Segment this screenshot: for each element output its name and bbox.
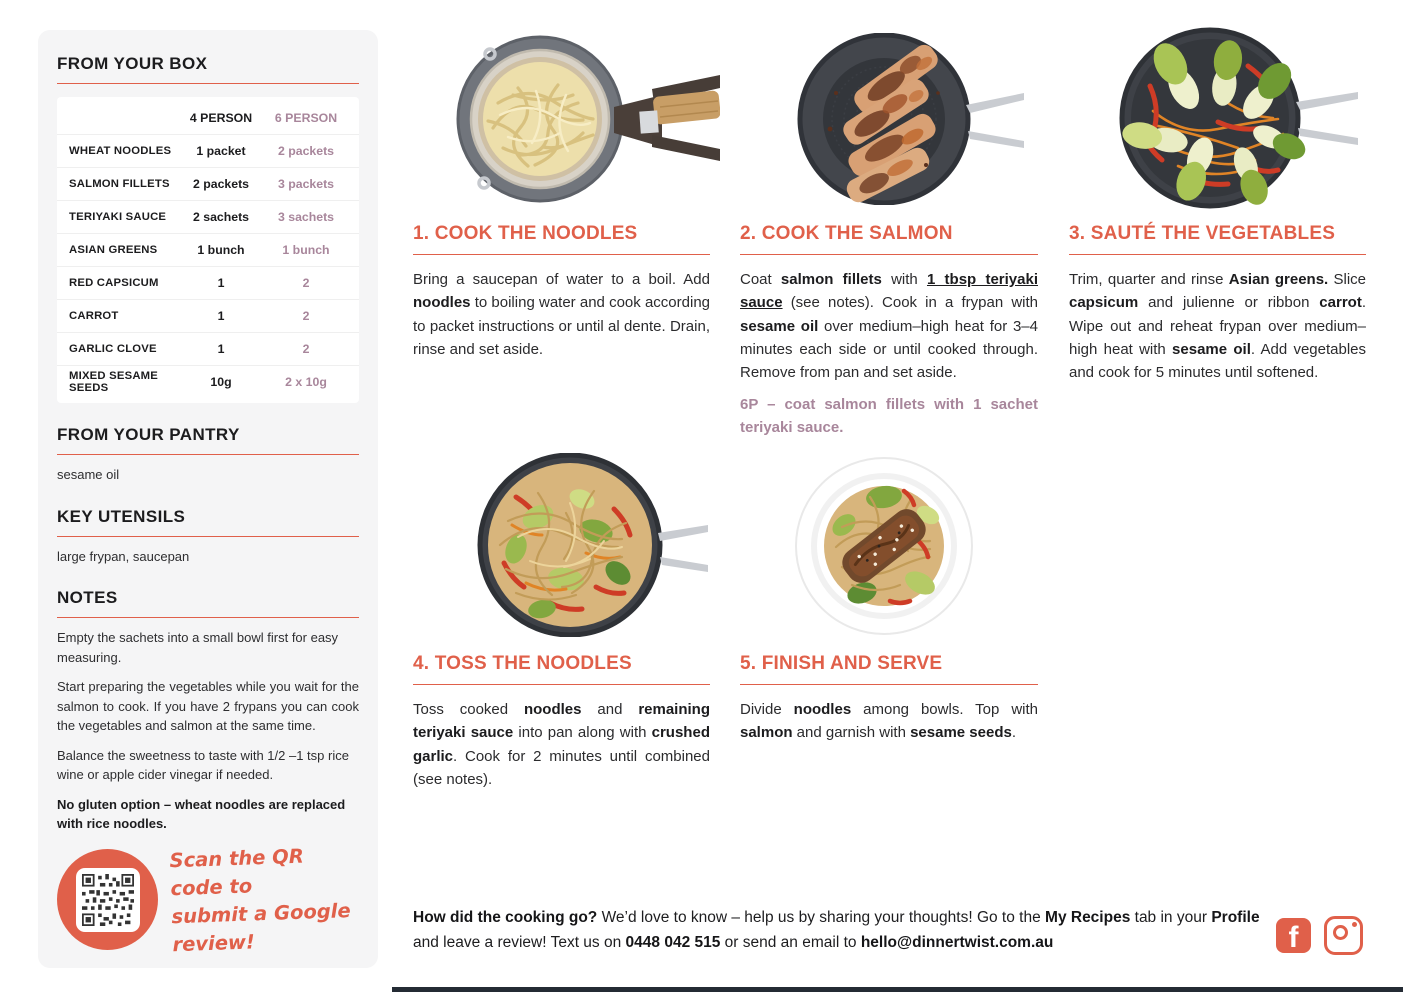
vegetables-pan-illustration [1098, 26, 1370, 210]
vegetables-in-frypan-photo [1098, 26, 1370, 210]
instagram-icon[interactable] [1324, 916, 1363, 955]
step-underline [413, 254, 710, 255]
social-links [1276, 916, 1363, 955]
step-underline [413, 684, 710, 685]
step-5-body: Divide noodles among bowls. Top with salmon and garnish with sesame seeds. [740, 701, 1038, 742]
step-5-title: 5. FINISH AND SERVE [740, 653, 943, 674]
qr-code[interactable] [57, 849, 158, 950]
step-4-title: 4. TOSS THE NOODLES [413, 653, 632, 674]
table-row: MIXED SESAME SEEDS 10g 2 x 10g [57, 365, 359, 398]
table-row: SALMON FILLETS 2 packets 3 packets [57, 167, 359, 200]
salmon-in-frypan-photo [766, 33, 1038, 205]
note-paragraph: Empty the sachets into a small bowl first for easy measuring. [57, 630, 339, 665]
plated-dish-photo [792, 455, 978, 637]
table-row: ASIAN GREENS 1 bunch 1 bunch [57, 233, 359, 266]
step-4-body: Toss cooked noodles and remaining teriyaki sauce into pan along with crushed garlic. Cook for 2 minutes until combined (see notes). [413, 701, 710, 788]
facebook-icon[interactable]: f [1276, 918, 1311, 953]
note-paragraph: Start preparing the vegetables while you wait for the salmon to cook. If you have 2 frypans you can cook the vegetables and salmon at the same time. [57, 679, 359, 733]
from-your-pantry-title: FROM YOUR PANTRY [57, 425, 240, 444]
from-your-box-title: FROM YOUR BOX [57, 54, 208, 73]
qr-caption: Scan the QR code to submit a Google review! [169, 844, 352, 956]
section-rule [57, 83, 359, 84]
step-3-title: 3. SAUTÉ THE VEGETABLES [1069, 223, 1336, 244]
col-6-person: 6 PERSON [274, 111, 338, 125]
note-paragraph: Balance the sweetness to taste with 1/2 –1 tsp rice wine or apple cider vinegar if needed. [57, 747, 349, 782]
table-row: RED CAPSICUM 1 2 [57, 266, 359, 299]
step-3-body: Trim, quarter and rinse Asian greens. Slice capsicum and julienne or ribbon carrot. Wipe out and reheat frypan over medium–high heat with sesame oil. Add vegetables and cook for 5 minutes until softened. [1069, 271, 1367, 382]
noodles-in-strainer-photo [428, 33, 720, 205]
notes-title: NOTES [57, 588, 118, 607]
ingredients-table [57, 97, 359, 403]
gluten-note: No gluten option – wheat noodles are replaced with rice noodles. [57, 796, 346, 831]
key-utensils-title: KEY UTENSILS [57, 506, 186, 526]
table-row: CARROT 1 2 [57, 299, 359, 332]
qr-code-icon [82, 874, 134, 926]
table-row: WHEAT NOODLES 1 packet 2 packets [57, 134, 359, 167]
table-header-row [57, 102, 359, 134]
table-row: GARLIC CLOVE 1 2 [57, 332, 359, 365]
noodles-strainer-illustration [428, 33, 720, 205]
col-4-person: 4 PERSON [189, 111, 253, 125]
step-2-title: 2. COOK THE SALMON [740, 223, 953, 244]
table-row: TERIYAKI SAUCE 2 sachets 3 sachets [57, 200, 359, 233]
plate-illustration [792, 455, 978, 637]
step-3 [1069, 222, 1366, 384]
step-2-body: Coat salmon fillets with 1 tbsp teriyaki sauce (see notes). Cook in a frypan with sesame oil over medium–high heat for 3–4 minutes each side or until cooked through. Remove from pan and set aside. [740, 271, 1038, 382]
sidebar [38, 30, 378, 968]
step-1-body: Bring a saucepan of water to a boil. Add noodles to boiling water and cook according to packet instructions or until al dente. Drain, rinse and set aside. [413, 271, 710, 358]
step-1-title: 1. COOK THE NOODLES [413, 223, 638, 244]
step-2-6p-note: 6P – coat salmon fillets with 1 sachet teriyaki sauce. [740, 396, 1038, 437]
stirfry-pan-illustration [446, 453, 714, 637]
page-edge [392, 987, 1403, 992]
google-review-block [57, 844, 359, 956]
step-5 [740, 652, 1038, 745]
pantry-items: sesame oil [57, 467, 120, 482]
section-rule [57, 536, 359, 537]
footer-message: How did the cooking go? We’d love to know – help us by sharing your thoughts! Go to the My Recipes tab in your Profile and leave a review! Text us on 0448 042 515 or send an email to hello@dinnertwist.com.au [413, 909, 1260, 951]
step-underline [740, 254, 1038, 255]
section-rule [57, 454, 359, 455]
noodle-stirfry-photo [446, 453, 714, 637]
step-2 [740, 222, 1038, 439]
section-rule [57, 617, 359, 618]
utensils-items: large frypan, saucepan [57, 548, 190, 564]
step-4 [413, 652, 710, 791]
step-1 [413, 222, 710, 361]
salmon-pan-illustration [766, 33, 1038, 205]
step-underline [1069, 254, 1366, 255]
step-underline [740, 684, 1038, 685]
